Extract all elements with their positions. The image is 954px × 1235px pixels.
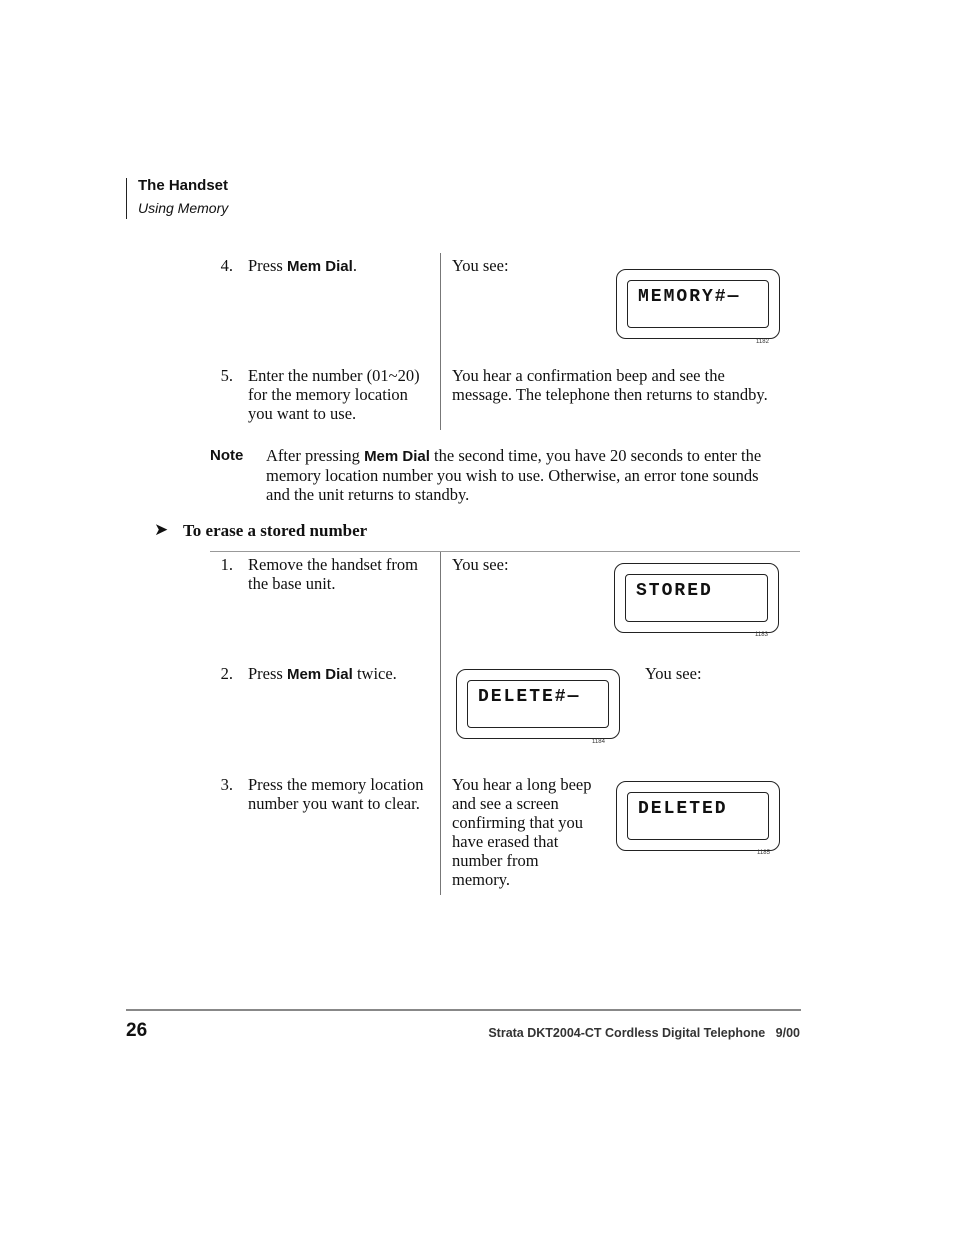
step-number: 2.	[220, 664, 233, 683]
note-label: Note	[210, 447, 244, 464]
step-number: 1.	[220, 555, 233, 574]
lcd-text: MEMORY#—	[638, 287, 741, 307]
table1-divider	[440, 253, 441, 430]
lcd-text: STORED	[636, 581, 713, 601]
note-text: After pressing Mem Dial the second time, you have 20 seconds to enter the memory location number you wish to use. Otherwise, an error tone sounds and the unit returns to standby.	[266, 446, 762, 504]
step-number: 5.	[220, 366, 233, 385]
lcd-display-stored	[614, 563, 779, 633]
step-instruction: Remove the handset from the base unit.	[248, 555, 418, 593]
table2-divider	[440, 552, 441, 895]
figure-number: 1182	[756, 339, 769, 345]
lcd-screen	[625, 574, 768, 622]
footer-rule	[126, 1009, 801, 1011]
step-result: You see:	[452, 555, 509, 574]
footer-text: Strata DKT2004-CT Cordless Digital Telephone 9/00	[488, 1026, 800, 1040]
figure-number: 1184	[592, 739, 605, 745]
figure-number: 1183	[755, 632, 768, 638]
table2-top-rule	[210, 551, 800, 552]
step-result: You see:	[645, 664, 702, 683]
figure-number: 1185	[757, 850, 770, 856]
lcd-text: DELETED	[638, 799, 728, 819]
step-number: 4.	[220, 256, 233, 275]
lcd-display-memory	[616, 269, 780, 339]
step-instruction: Enter the number (01~20) for the memory location you want to use.	[248, 366, 420, 423]
lcd-display-deleted	[616, 781, 780, 851]
step-instruction: Press Mem Dial.	[248, 256, 357, 275]
lcd-display-delete	[456, 669, 620, 739]
step-instruction: Press Mem Dial twice.	[248, 664, 397, 683]
page-number: 26	[126, 1020, 148, 1041]
step-result: You hear a confirmation beep and see the message. The telephone then returns to standby.	[452, 366, 768, 404]
header-rule	[126, 178, 127, 219]
step-number: 3.	[220, 775, 233, 794]
step-instruction: Press the memory location number you want to clear.	[248, 775, 424, 813]
section-title: The Handset	[138, 177, 229, 194]
step-result: You hear a long beep and see a screen confirming that you have erased that number from memory.	[452, 775, 592, 889]
mem-dial-key: Mem Dial	[286, 258, 353, 275]
lcd-screen	[627, 792, 769, 840]
mem-dial-key: Mem Dial	[364, 448, 430, 465]
mem-dial-key: Mem Dial	[286, 666, 353, 683]
procedure-arrow-icon: ➤	[154, 520, 169, 540]
step-result: You see:	[452, 256, 509, 275]
lcd-screen	[627, 280, 769, 328]
procedure-title: To erase a stored number	[183, 521, 368, 540]
lcd-screen	[467, 680, 609, 728]
section-subtitle: Using Memory	[138, 200, 229, 216]
lcd-text: DELETE#—	[478, 687, 581, 707]
